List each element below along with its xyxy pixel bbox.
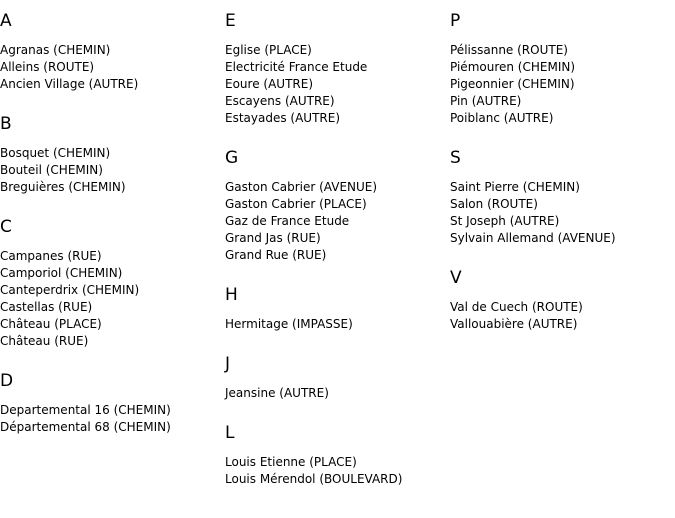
letter-heading: H <box>225 285 238 305</box>
street-item: Grand Rue (RUE) <box>225 248 327 262</box>
street-item: Campanes (RUE) <box>0 249 102 263</box>
letter-group <box>0 206 225 360</box>
street-item: St Joseph (AUTRE) <box>450 214 560 228</box>
street-item: Château (PLACE) <box>0 317 102 331</box>
letter-heading: B <box>0 114 12 134</box>
street-item: Pin (AUTRE) <box>450 94 522 108</box>
street-index-column-3 <box>450 0 675 343</box>
street-item: Agranas (CHEMIN) <box>0 43 111 57</box>
street-item: Départemental 68 (CHEMIN) <box>0 420 171 434</box>
street-item: Pigeonnier (CHEMIN) <box>450 77 575 91</box>
street-item: Vallouabière (AUTRE) <box>450 317 578 331</box>
street-list <box>450 289 675 343</box>
street-item: Salon (ROUTE) <box>450 197 538 211</box>
letter-heading: A <box>0 11 12 31</box>
letter-heading: L <box>225 423 235 443</box>
street-item: Camporiol (CHEMIN) <box>0 266 123 280</box>
street-item: Breguières (CHEMIN) <box>0 180 126 194</box>
street-item: Piémouren (CHEMIN) <box>450 60 576 74</box>
letter-group <box>225 412 450 498</box>
street-list <box>0 238 225 360</box>
street-item: Gaston Cabrier (AVENUE) <box>225 180 378 194</box>
letter-heading: P <box>450 11 461 31</box>
street-item: Hermitage (IMPASSE) <box>225 317 353 331</box>
letter-heading: V <box>450 268 462 288</box>
street-list <box>0 135 225 206</box>
street-item: Estayades (AUTRE) <box>225 111 341 125</box>
letter-heading: D <box>0 371 14 391</box>
street-list <box>225 444 450 498</box>
letter-group <box>225 0 450 137</box>
street-item: Louis Etienne (PLACE) <box>225 455 357 469</box>
letter-heading: J <box>225 354 231 374</box>
street-item: Canteperdrix (CHEMIN) <box>0 283 140 297</box>
street-item: Eoure (AUTRE) <box>225 77 314 91</box>
street-item: Saint Pierre (CHEMIN) <box>450 180 580 194</box>
letter-group <box>450 137 675 257</box>
letter-heading: E <box>225 11 236 31</box>
street-item: Escayens (AUTRE) <box>225 94 335 108</box>
street-list <box>450 32 675 137</box>
street-item: Val de Cuech (ROUTE) <box>450 300 583 314</box>
street-item: Louis Mérendol (BOULEVARD) <box>225 472 403 486</box>
street-list <box>225 306 450 343</box>
letter-heading: G <box>225 148 239 168</box>
letter-group <box>225 343 450 412</box>
street-item: Château (RUE) <box>0 334 89 348</box>
letter-heading: C <box>0 217 12 237</box>
street-item: Alleins (ROUTE) <box>0 60 95 74</box>
street-index-column-1 <box>0 0 225 446</box>
letter-group <box>225 137 450 274</box>
street-list <box>450 169 675 257</box>
letter-group <box>0 0 225 103</box>
street-item: Departemental 16 (CHEMIN) <box>0 403 171 417</box>
street-index-column-2 <box>225 0 450 498</box>
street-item: Grand Jas (RUE) <box>225 231 321 245</box>
letter-group <box>0 103 225 206</box>
letter-group <box>450 0 675 137</box>
street-list <box>225 169 450 274</box>
street-list <box>225 375 450 412</box>
street-item: Bosquet (CHEMIN) <box>0 146 111 160</box>
street-item: Gaston Cabrier (PLACE) <box>225 197 367 211</box>
street-item: Jeansine (AUTRE) <box>225 386 329 400</box>
street-list <box>0 392 225 446</box>
letter-group <box>0 360 225 446</box>
letter-group <box>450 257 675 343</box>
street-list <box>0 32 225 103</box>
street-item: Sylvain Allemand (AVENUE) <box>450 231 616 245</box>
street-item: Pélissanne (ROUTE) <box>450 43 568 57</box>
letter-group <box>225 274 450 343</box>
street-item: Electricité France Etude <box>225 60 368 74</box>
letter-heading: S <box>450 148 461 168</box>
street-item: Eglise (PLACE) <box>225 43 312 57</box>
street-item: Poiblanc (AUTRE) <box>450 111 554 125</box>
street-list <box>225 32 450 137</box>
street-item: Ancien Village (AUTRE) <box>0 77 139 91</box>
street-item: Castellas (RUE) <box>0 300 93 314</box>
street-item: Gaz de France Etude <box>225 214 350 228</box>
street-item: Bouteil (CHEMIN) <box>0 163 103 177</box>
